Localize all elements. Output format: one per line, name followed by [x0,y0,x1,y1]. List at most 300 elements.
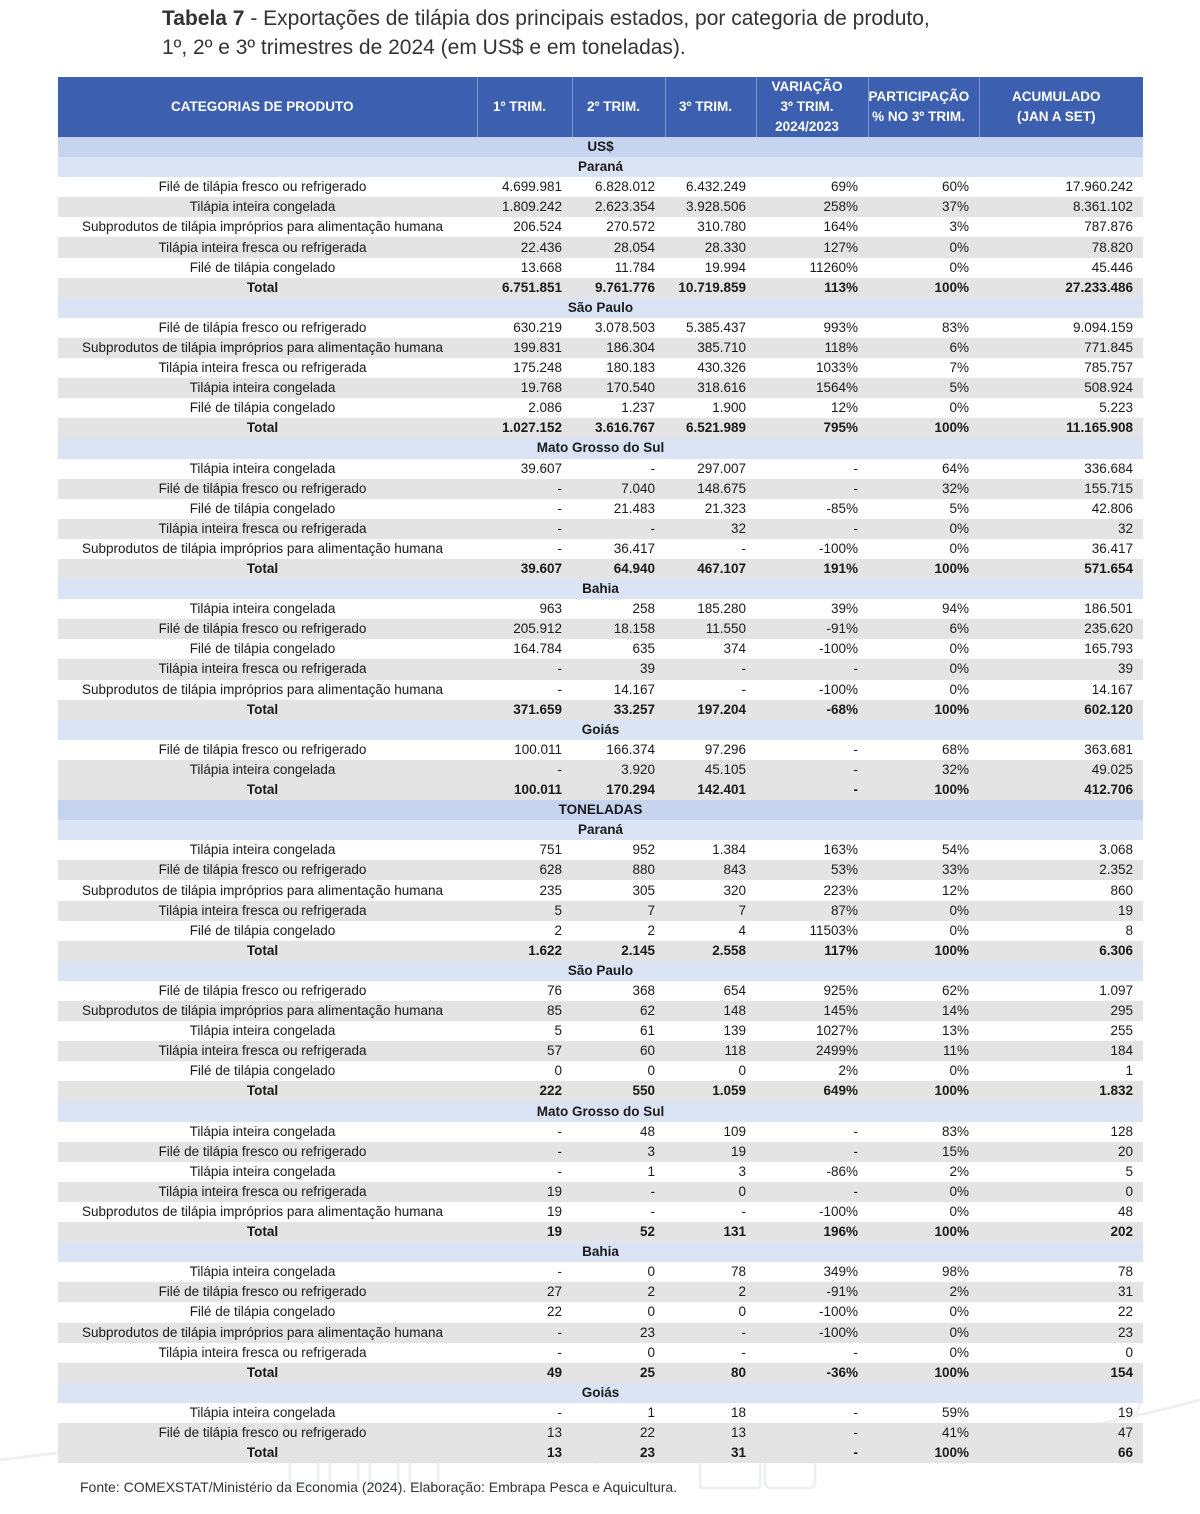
table-row [58,760,1143,780]
value-cell: 628 [477,860,572,880]
table-row [58,318,1143,338]
value-cell: 0 [979,1182,1143,1202]
value-cell: 13.668 [520,259,562,275]
total-row [58,1222,1143,1242]
value-cell: - [557,1404,562,1420]
state-header-row-label: Bahia [58,1242,1143,1262]
state-header-row-label: Mato Grosso do Sul [58,438,1143,458]
table-title-text-2: 1º, 2º e 3º trimestres de 2024 (em US$ e em toneladas). [162,36,686,59]
value-cell: 235 [539,882,562,898]
value-cell: - [557,1344,562,1360]
category-cell: Total [58,1081,477,1101]
value-cell: 787.876 [1084,219,1133,235]
table-row [58,177,1143,197]
category-cell: Tilápia inteira congelada [189,1023,336,1039]
table-row [58,921,1143,941]
value-cell: 5 [1125,1163,1133,1179]
table-row [58,1323,1143,1343]
category-cell: Tilápia inteira fresca ou refrigerada [58,901,477,921]
value-cell: - [741,1204,746,1220]
value-cell: 2 [572,1282,665,1302]
state-header-row [58,1383,1143,1403]
value-cell: 571.654 [979,559,1143,579]
value-cell: 49 [477,1363,572,1383]
category-cell: Tilápia inteira fresca ou refrigerada [58,1041,477,1061]
value-cell: 385.710 [665,338,756,358]
table-row [58,519,1143,539]
value-cell: - [756,519,868,539]
value-cell: 13 [665,1423,756,1443]
value-cell: 0% [949,1344,969,1360]
value-cell: 39% [830,601,858,617]
value-cell: 0 [665,1182,756,1202]
value-cell: -100% [818,540,858,556]
total-row [58,1081,1143,1101]
value-cell: 635 [632,641,655,657]
value-cell: 649% [756,1081,868,1101]
value-cell: 12% [941,882,969,898]
value-cell: 363.681 [1084,741,1133,757]
value-cell: 118 [665,1041,756,1061]
value-cell: 295 [979,1001,1143,1021]
value-cell: 1027% [815,1023,858,1039]
value-cell: 45.105 [665,760,756,780]
category-cell: Total [58,1222,477,1242]
value-cell: 57 [477,1041,572,1061]
value-cell: 165.793 [1084,641,1133,657]
value-cell: 7 [665,901,756,921]
category-cell: Filé de tilápia fresco ou refrigerado [58,619,477,639]
category-cell: Tilápia inteira fresca ou refrigerada [158,360,367,376]
value-cell: -91% [756,1282,868,1302]
value-cell: 6.306 [979,941,1143,961]
category-cell: Filé de tilápia fresco ou refrigerado [158,319,367,335]
table-row [58,378,1143,398]
value-cell: 62% [941,982,969,998]
value-cell: 100% [868,1443,979,1463]
value-cell: 6% [868,338,979,358]
state-header-row-label: Paraná [58,820,1143,840]
value-cell: - [477,479,572,499]
value-cell: 258 [632,601,655,617]
category-cell: Filé de tilápia congelado [189,400,336,416]
category-cell: Filé de tilápia congelado [189,500,336,516]
table-title-text-1: - Exportações de tilápia dos principais estados, por categoria de produto, [244,7,930,30]
value-cell: 27.233.486 [979,278,1143,298]
value-cell: 60% [941,179,969,195]
value-cell: 0% [949,1063,969,1079]
value-cell: 19 [477,1182,572,1202]
value-cell: -100% [756,1323,868,1343]
value-cell: 69% [830,179,858,195]
value-cell: 11.165.908 [979,418,1143,438]
table-row [58,860,1143,880]
value-cell: 131 [665,1222,756,1242]
value-cell: 0 [1125,1344,1133,1360]
category-cell: Tilápia inteira congelada [189,1404,336,1420]
category-cell: Total [58,1363,477,1383]
table-row [58,1001,1143,1021]
category-cell: Tilápia inteira congelada [58,197,477,217]
state-header-row-label: Goiás [58,1383,1143,1403]
table-row [58,1302,1143,1322]
value-cell: 23 [572,1323,665,1343]
value-cell: 925% [823,982,858,998]
value-cell: 7 [572,901,665,921]
table-row [58,901,1143,921]
value-cell: -100% [818,1304,858,1320]
value-cell: -91% [756,619,868,639]
value-cell: 53% [756,860,868,880]
value-cell: 1.900 [712,400,746,416]
category-cell: Filé de tilápia fresco ou refrigerado [158,179,367,195]
value-cell: 3 [572,1142,665,1162]
state-header-row-label: Mato Grosso do Sul [58,1102,1143,1122]
value-cell: 349% [823,1264,858,1280]
value-cell: 42.806 [1091,500,1133,516]
value-cell: 6.432.249 [685,179,746,195]
state-header-row [58,579,1143,599]
state-header-row-label: Bahia [58,579,1143,599]
value-cell: 78.820 [979,237,1143,257]
value-cell: -100% [818,681,858,697]
table-row [58,599,1143,619]
value-cell: 2.558 [665,941,756,961]
value-cell: - [741,1344,746,1360]
value-cell: 11503% [809,922,858,938]
category-cell: Total [58,941,477,961]
value-cell: 32% [868,479,979,499]
value-cell: 508.924 [979,378,1143,398]
value-cell: 0% [868,659,979,679]
value-cell: 109 [723,1123,746,1139]
category-cell: Subprodutos de tilápia impróprios para alimentação humana [82,540,443,556]
value-cell: 41% [868,1423,979,1443]
section-header-row [58,137,1143,157]
value-cell: 5% [949,500,969,516]
value-cell: 13% [941,1023,969,1039]
value-cell: 374 [723,641,746,657]
value-cell: 22 [572,1423,665,1443]
value-cell: 3.068 [1099,842,1133,858]
value-cell: - [477,760,572,780]
value-cell: 36.417 [1091,540,1133,556]
value-cell: 785.757 [1084,360,1133,376]
state-header-row [58,298,1143,318]
value-cell: - [756,1182,868,1202]
total-row [58,1363,1143,1383]
value-cell: 59% [941,1404,969,1420]
value-cell: - [853,1404,858,1420]
value-cell: 47 [979,1423,1143,1443]
value-cell: 1.097 [1099,982,1133,998]
table-row [58,680,1143,700]
value-cell: - [477,519,572,539]
table-row [58,1122,1143,1142]
value-cell: 0% [949,922,969,938]
value-cell: 0% [949,540,969,556]
table-row [58,459,1143,479]
value-cell: 19 [477,1222,572,1242]
value-cell: 630.219 [513,319,562,335]
category-cell: Tilápia inteira congelada [189,842,336,858]
value-cell: 0% [949,1304,969,1320]
value-cell: 4 [738,922,746,938]
value-cell: 3 [738,1163,746,1179]
value-cell: - [756,760,868,780]
category-cell: Total [58,780,477,800]
category-cell: Filé de tilápia fresco ou refrigerado [58,860,477,880]
table-row [58,740,1143,760]
value-cell: 83% [941,319,969,335]
value-cell: 76 [546,982,562,998]
table-row [58,1343,1143,1363]
total-row [58,941,1143,961]
value-cell: 31 [665,1443,756,1463]
value-cell: 27 [477,1282,572,1302]
table-row [58,1182,1143,1202]
value-cell: - [572,519,665,539]
category-cell: Subprodutos de tilápia impróprios para alimentação humana [82,1204,443,1220]
value-cell: 8 [1125,922,1133,938]
value-cell: 8.361.102 [979,197,1143,217]
column-header: ACUMULADO (JAN A SET) [979,77,1143,137]
value-cell: 235.620 [979,619,1143,639]
state-header-row [58,820,1143,840]
value-cell: 371.659 [477,700,572,720]
value-cell: 23 [979,1323,1143,1343]
value-cell: 170.540 [572,378,665,398]
category-cell: Tilápia inteira congelada [189,1264,336,1280]
value-cell: 297.007 [697,460,746,476]
value-cell: 48 [639,1123,655,1139]
value-cell: 843 [665,860,756,880]
exports-table [58,77,1143,1463]
value-cell: 100% [868,418,979,438]
total-row [58,780,1143,800]
value-cell: 0% [949,400,969,416]
table-row [58,338,1143,358]
value-cell: 145% [756,1001,868,1021]
category-cell: Subprodutos de tilápia impróprios para alimentação humana [58,338,477,358]
value-cell: 7.040 [572,479,665,499]
value-cell: 39 [979,659,1143,679]
table-row [58,1162,1143,1182]
value-cell: 3.616.767 [572,418,665,438]
value-cell: 78 [730,1264,746,1280]
value-cell: 3% [949,219,969,235]
table-row [58,1142,1143,1162]
value-cell: 1 [647,1404,655,1420]
value-cell: 1.059 [665,1081,756,1101]
category-cell: Total [58,1443,477,1463]
table-row [58,499,1143,519]
value-cell: 0 [647,1304,655,1320]
table-row [58,237,1143,257]
table-row [58,1021,1143,1041]
value-cell: 28.330 [665,237,756,257]
value-cell: 15% [868,1142,979,1162]
category-cell: Subprodutos de tilápia impróprios para alimentação humana [82,681,443,697]
value-cell: 602.120 [979,700,1143,720]
value-cell: 32% [868,760,979,780]
value-cell: 2 [665,1282,756,1302]
value-cell: 1.384 [712,842,746,858]
table-title-label: Tabela 7 [162,7,245,30]
value-cell: 3.078.503 [594,319,655,335]
value-cell: 100% [868,700,979,720]
value-cell: -86% [826,1163,858,1179]
value-cell: 186.304 [572,338,665,358]
value-cell: 196% [756,1222,868,1242]
value-cell: - [650,460,655,476]
value-cell: 166.374 [606,741,655,757]
value-cell: - [650,1204,655,1220]
value-cell: 39.607 [477,559,572,579]
state-header-row-label: Paraná [58,157,1143,177]
value-cell: 255 [1110,1023,1133,1039]
value-cell: 197.204 [665,700,756,720]
category-cell: Subprodutos de tilápia impróprios para alimentação humana [82,219,443,235]
value-cell: 412.706 [979,780,1143,800]
value-cell: 100% [868,278,979,298]
value-cell: 993% [823,319,858,335]
value-cell: 68% [941,741,969,757]
value-cell: - [853,460,858,476]
value-cell: 1.237 [621,400,655,416]
category-cell: Filé de tilápia congelado [189,922,336,938]
value-cell: - [853,1344,858,1360]
value-cell: 184 [979,1041,1143,1061]
category-cell: Filé de tilápia fresco ou refrigerado [158,982,367,998]
value-cell: 0% [868,237,979,257]
value-cell: 48 [1117,1204,1133,1220]
value-cell: 25 [572,1363,665,1383]
value-cell: 222 [477,1081,572,1101]
table-row [58,880,1143,900]
value-cell: 37% [868,197,979,217]
category-cell: Filé de tilápia fresco ou refrigerado [58,1423,477,1443]
value-cell: - [477,659,572,679]
value-cell: 154 [979,1363,1143,1383]
value-cell: 3.920 [572,760,665,780]
value-cell: 23 [572,1443,665,1463]
value-cell: 22.436 [477,237,572,257]
value-cell: 113% [756,278,868,298]
value-cell: - [756,1142,868,1162]
value-cell: -85% [826,500,858,516]
value-cell: - [853,741,858,757]
value-cell: 5 [554,1023,562,1039]
value-cell: 11.550 [665,619,756,639]
value-cell: 100% [868,941,979,961]
category-cell: Filé de tilápia fresco ou refrigerado [58,479,477,499]
value-cell: 13 [477,1423,572,1443]
value-cell: 1.832 [979,1081,1143,1101]
table-row [58,1423,1143,1443]
column-header: CATEGORIAS DE PRODUTO [58,77,477,137]
value-cell: 9.094.159 [1072,319,1133,335]
value-cell: - [665,1323,756,1343]
value-cell: 17.960.242 [1065,179,1133,195]
value-cell: 22 [546,1304,562,1320]
value-cell: 0% [949,1204,969,1220]
table-row [58,1403,1143,1423]
value-cell: - [756,780,868,800]
value-cell: 142.401 [665,780,756,800]
value-cell: 2.145 [572,941,665,961]
value-cell: 223% [823,882,858,898]
value-cell: 270.572 [606,219,655,235]
value-cell: 654 [723,982,746,998]
category-cell: Tilápia inteira congelada [58,378,477,398]
value-cell: 100% [868,559,979,579]
value-cell: 5% [868,378,979,398]
value-cell: 0 [647,1063,655,1079]
table-row [58,398,1143,418]
state-header-row [58,157,1143,177]
state-header-row-label: Goiás [58,720,1143,740]
value-cell: 6.521.989 [665,418,756,438]
value-cell: 163% [823,842,858,858]
value-cell: 2% [949,1163,969,1179]
value-cell: 0 [647,1264,655,1280]
total-row [58,700,1143,720]
category-cell: Total [58,559,477,579]
value-cell: 771.845 [979,338,1143,358]
value-cell: 5 [477,901,572,921]
value-cell: 19 [1117,1404,1133,1420]
value-cell: 180.183 [606,360,655,376]
value-cell: 0% [868,1323,979,1343]
value-cell: 33% [868,860,979,880]
value-cell: 7% [949,360,969,376]
value-cell: 3.928.506 [665,197,756,217]
total-row [58,278,1143,298]
state-header-row [58,1102,1143,1122]
table-row [58,217,1143,237]
value-cell: 13 [477,1443,572,1463]
column-header: PARTICIPAÇÃO % NO 3º TRIM. [868,77,979,137]
value-cell: -36% [756,1363,868,1383]
value-cell: 19.994 [704,259,746,275]
value-cell: 1 [1125,1063,1133,1079]
value-cell: 305 [632,882,655,898]
table-row [58,619,1143,639]
value-cell: 22 [1117,1304,1133,1320]
table-row [58,639,1143,659]
value-cell: 186.501 [1084,601,1133,617]
value-cell: 45.446 [1091,259,1133,275]
column-header: 1º TRIM. [477,77,572,137]
value-cell: -100% [818,1204,858,1220]
category-cell: Tilápia inteira congelada [58,760,477,780]
value-cell: 320 [723,882,746,898]
value-cell: 148.675 [665,479,756,499]
value-cell: 0 [738,1304,746,1320]
value-cell: - [557,540,562,556]
value-cell: 336.684 [1084,460,1133,476]
value-cell: 32 [665,519,756,539]
value-cell: 318.616 [665,378,756,398]
category-cell: Filé de tilápia fresco ou refrigerado [58,1282,477,1302]
value-cell: 33.257 [572,700,665,720]
category-cell: Filé de tilápia fresco ou refrigerado [158,741,367,757]
value-cell: - [557,1163,562,1179]
category-cell: Subprodutos de tilápia impróprios para alimentação humana [58,1001,477,1021]
table-row [58,1061,1143,1081]
category-cell: Tilápia inteira fresca ou refrigerada [158,1344,367,1360]
